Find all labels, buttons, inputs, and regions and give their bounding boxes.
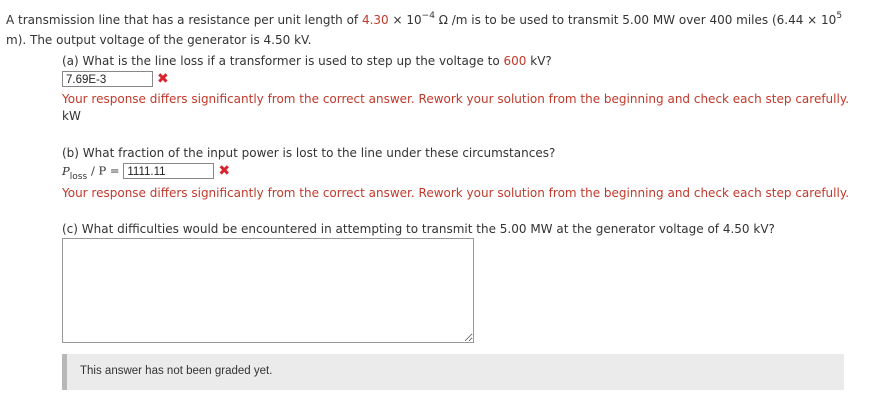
times-ten: × 10 <box>392 13 422 27</box>
part-a-question-text: (a) What is the line loss if a transformer is used to step up the voltage to <box>62 54 500 68</box>
ratio-mid: / P = <box>90 163 120 178</box>
part-a-voltage: 600 <box>503 54 527 68</box>
grade-status-box <box>62 354 844 390</box>
distance-exponent: 5 <box>836 11 843 21</box>
part-a-answer-input[interactable]: 7.69E-3 <box>62 71 153 87</box>
part-a-unit: kW <box>62 109 81 123</box>
part-a-answer-row <box>62 71 169 87</box>
part-c-question: (c) What difficulties would be encountered in attempting to transmit the 5.00 MW at the generator voltage of 4.50 kV? <box>62 222 775 236</box>
part-b-answer-input[interactable]: 1111.11 <box>123 163 214 179</box>
part-a-question-suffix: kV? <box>530 54 552 68</box>
problem-text: A transmission line that has a resistance per unit length of <box>6 13 359 27</box>
x-icon: ✖ <box>218 163 231 179</box>
part-c-answer-textarea[interactable] <box>62 238 474 343</box>
ratio-label: $P_{loss}$ <box>62 163 88 182</box>
resistance-exponent: −4 <box>421 11 435 21</box>
part-b-answer-row <box>62 163 230 182</box>
resistance-value: 4.30 <box>361 13 389 27</box>
problem-statement <box>6 10 858 50</box>
x-icon: ✖ <box>157 71 169 87</box>
resistance-unit-text: Ω /m is to be used to transmit 5.00 MW over 400 miles (6.44 × 10 <box>438 13 837 27</box>
part-a-question <box>62 54 552 68</box>
part-a-feedback: Your response differs significantly from the correct answer. Rework your solution from the beginning and check each step carefully. <box>62 92 850 106</box>
grade-status-text: This answer has not been graded yet. <box>80 365 273 377</box>
part-b-feedback: Your response differs significantly from the correct answer. Rework your solution from the beginning and check each step carefully. <box>62 186 850 200</box>
problem-text-after: m). The output voltage of the generator is 4.50 kV. <box>6 33 312 47</box>
part-b-question: (b) What fraction of the input power is lost to the line under these circumstances? <box>62 146 556 160</box>
